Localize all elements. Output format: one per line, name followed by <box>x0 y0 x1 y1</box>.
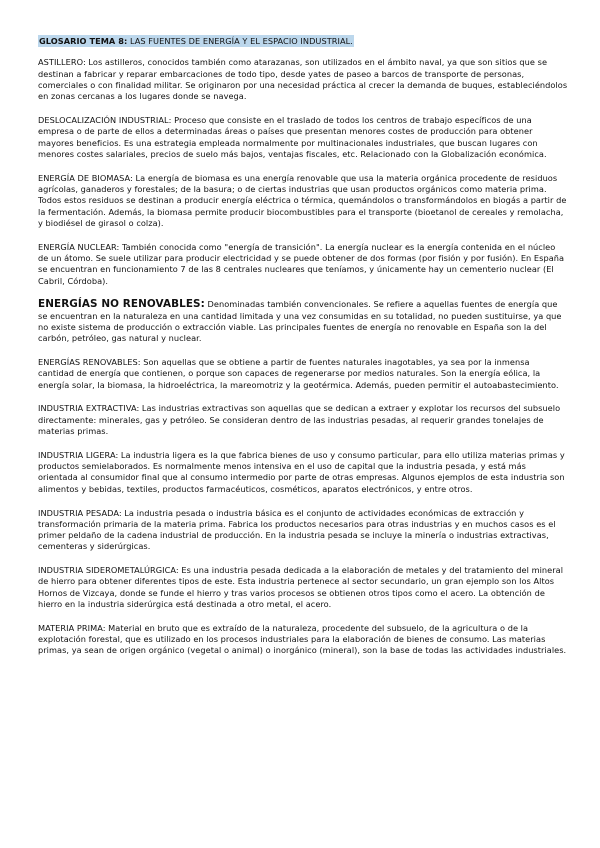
glossary-entry-nuclear <box>38 242 568 287</box>
title-bold: GLOSARIO TEMA 8: <box>39 36 128 46</box>
entry-text: También conocida como "energía de transición". La energía nuclear es la energía contenida en el núcleo de un átomo. Se suele utilizar para producir electricidad y se puede obtener de dos formas (por fisión y por fusión). En España se encuentran en funcionamiento 7 de las 8 centrales nucleares que teníamos, y únicamente hay un cementerio nuclear (El Cabril, Córdoba). <box>38 241 565 286</box>
entry-text: La energía de biomasa es una energía renovable que usa la materia orgánica procedente de residuos agrícolas, ganaderos y forestales; de la basura; o de ciertas industrias que usan productos orgánicos como materia prima. Todos estos residuos se destinan a producir energía eléctrica o térmica, quemándolos o transformándolos en biogás a partir de la fermentación. Además, la biomasa permite producir biocombustibles para el transporte (bioetanol de cereales y remolacha, y biodiésel de girasol o colza). <box>38 172 567 228</box>
glossary-entry-biomasa <box>38 173 568 229</box>
entry-term: ENERGÍAS RENOVABLES: <box>38 357 141 368</box>
entry-text: Son aquellas que se obtiene a partir de fuentes naturales inagotables, ya sea por la inmensa cantidad de energía que contienen, o porque son capaces de regenerarse por medios naturales. Son la energía eólica, la energía solar, la biomasa, la hidroeléctrica, la mareomotriz y la geotérmica. Además, pueden permitir el autoabastecimiento. <box>38 357 559 390</box>
entry-text: La industria pesada o industria básica es el conjunto de actividades económicas de extracción y transformación primaria de la materia prima. Fabrica los productos necesarios para otras industrias y en muchos casos es el primer peldaño de la cadena industrial de producción. En la industria pesada se incluye la minería o industrias extractivas, cementeras y siderúrgicas. <box>38 507 556 552</box>
entry-text: Es una industria pesada dedicada a la elaboración de metales y del tratamiento del mineral de hierro para obtener diferentes tipos de este. Esta industria pertenece al sector secundario, un gran ejemplo son los Altos Hornos de Vizcaya, donde se funde el hierro y tras varios procesos se obtienen otros tipos como el acero. La obtención de hierro en la industria siderúrgica está destinada a otro metal, el acero. <box>38 565 564 610</box>
entry-text: Material en bruto que es extraído de la naturaleza, procedente del subsuelo, de la agricultura o de la explotación forestal, que es utilizado en los procesos industriales para la elaboración de bienes de consumo. Las materias primas, ya sean de origen orgánico (vegetal o animal) o inorgánico (mineral), son la base de todas las actividades industriales. <box>38 622 567 656</box>
glossary-entry-renovables <box>38 357 568 391</box>
entry-term: INDUSTRIA PESADA: <box>38 507 122 518</box>
title-highlight <box>38 35 354 47</box>
glossary-entry-no-renovables <box>38 299 568 344</box>
title-rest: LAS FUENTES DE ENERGÍA Y EL ESPACIO INDUSTRIAL. <box>127 36 353 46</box>
entry-term: ASTILLERO: <box>38 57 86 68</box>
entry-term: ENERGÍAS NO RENOVABLES: <box>38 298 205 311</box>
entry-term: MATERIA PRIMA: <box>38 622 106 633</box>
glossary-entry-siderometalurgica <box>38 565 568 610</box>
glossary-entry-extractiva <box>38 403 568 437</box>
entry-term: DESLOCALIZACIÓN INDUSTRIAL: <box>38 114 172 125</box>
glossary-entry-pesada <box>38 508 568 553</box>
glossary-entry-astillero <box>38 57 568 102</box>
glossary-entry-materia-prima <box>38 623 568 657</box>
document-page <box>38 36 568 669</box>
entry-text: Denominadas también convencionales. Se refiere a aquellas fuentes de energía que se encuentran en la naturaleza en una cantidad limitada y una vez consumidas en su totalidad, no pueden sustituirse, ya que no existe sistema de producción o extracción viable. Las principales fuentes de energía no renovable en España son la del carbón, petróleo, gas natural y nuclear. <box>38 299 562 344</box>
entry-text: Las industrias extractivas son aquellas que se dedican a extraer y explotar los recursos del subsuelo directamente: minerales, gas y petróleo. Se consideran dentro de las industrias pesadas, al requerir grandes tonelajes de materias primas. <box>38 403 561 437</box>
entry-term: ENERGÍA DE BIOMASA: <box>38 172 133 183</box>
entry-term: INDUSTRIA SIDEROMETALÚRGICA: <box>38 565 179 576</box>
document-title <box>38 36 568 47</box>
entry-term: ENERGÍA NUCLEAR: <box>38 241 120 252</box>
entry-text: Los astilleros, conocidos también como atarazanas, son utilizados en el ámbito naval, ya que son sitios que se destinan a fabricar y reparar embarcaciones de todo tipo, desde yates de paseo a barcos de transporte de personas, comerciales o con finalidad militar. Se originaron por una necesidad práctica al crecer la demanda de buques, estableciéndolos en zonas cercanas a los lugares donde se navega. <box>38 57 568 102</box>
glossary-entry-deslocalizacion <box>38 115 568 160</box>
entry-text: La industria ligera es la que fabrica bienes de uso y consumo particular, para ello utiliza materias primas y productos semielaborados. Es normalmente menos intensiva en el uso de capital que la industria pesada, y está más orientada al consumidor final que al consumo intermedio por parte de otras empresas. Algunos ejemplos de esta industria son alimentos y bebidas, textiles, productos farmacéuticos, cosméticos, aparatos electrónicos, y entre otros. <box>38 449 565 494</box>
entry-term: INDUSTRIA EXTRACTIVA: <box>38 403 140 414</box>
entry-text: Proceso que consiste en el traslado de todos los centros de trabajo específicos de una empresa o de parte de ellos a determinadas áreas o países que presentan menores costes de producción para obtener mayores beneficios. Es una estrategia empleada normalmente por multinacionales industriales, que buscan lugares con menores costes salariales, precios de suelo más bajos, ventajas fiscales, etc. Relacionado con la Globalización económica. <box>38 114 547 159</box>
glossary-entry-ligera <box>38 450 568 495</box>
entry-term: INDUSTRIA LIGERA: <box>38 449 119 460</box>
